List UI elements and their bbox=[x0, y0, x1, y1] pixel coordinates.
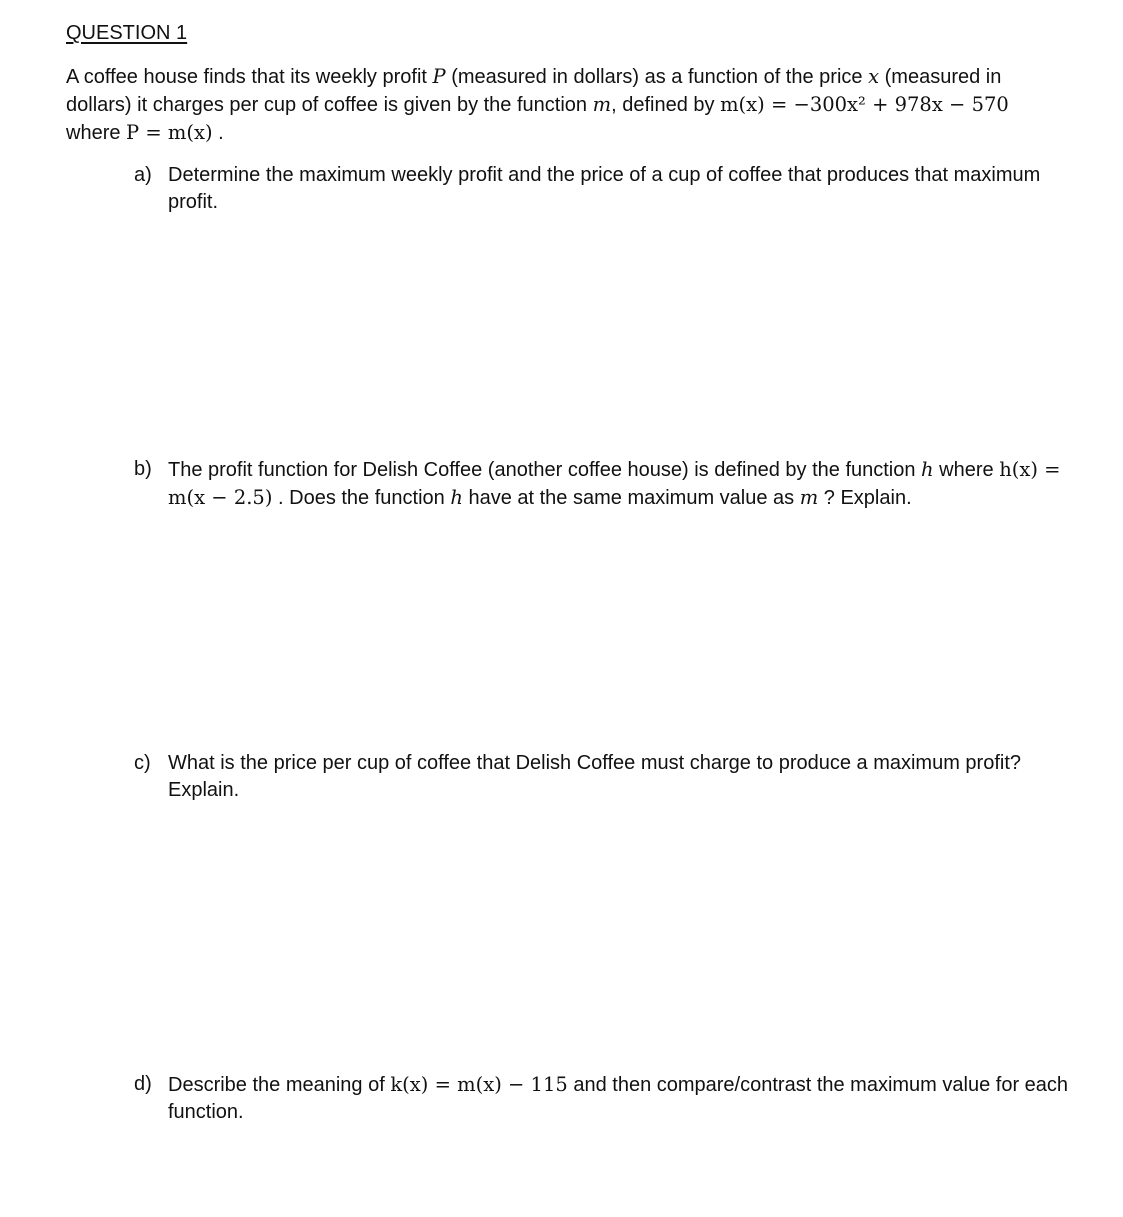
part-d-text-2: and then compare/contrast the maximum value for each function. bbox=[168, 1074, 1069, 1123]
part-b-text-1: The profit function for Delish Coffee (another coffee house) is defined by the function bbox=[168, 459, 922, 481]
profit-variable: P bbox=[432, 65, 446, 88]
intro-text-3: (measured in dollars) it charges per cup of coffee is given by the function bbox=[66, 66, 1002, 116]
part-d-text-1: Describe the meaning of bbox=[168, 1074, 391, 1096]
question-intro bbox=[66, 63, 1066, 147]
part-b-text bbox=[168, 456, 1084, 512]
part-d bbox=[134, 1071, 1084, 1126]
part-a-text: Determine the maximum weekly profit and the price of a cup of coffee that produces that maximum profit. bbox=[168, 164, 1041, 213]
part-d-formula: k(x) = m(x) − 115 bbox=[390, 1073, 568, 1096]
intro-text-2: (measured in dollars) as a function of the price bbox=[445, 66, 869, 88]
function-name-m-2: m bbox=[799, 486, 819, 509]
profit-formula: m(x) = −300x² + 978x − 570 bbox=[720, 93, 1009, 116]
profit-relation: P = m(x) bbox=[126, 121, 213, 144]
function-name-m: m bbox=[592, 93, 612, 116]
part-b-text-4: have at the same maximum value as bbox=[462, 487, 800, 509]
part-b-text-3: . Does the function bbox=[272, 487, 451, 509]
part-b-text-5: ? Explain. bbox=[818, 487, 912, 509]
question-title: QUESTION 1 bbox=[66, 22, 188, 44]
part-a bbox=[134, 162, 1084, 216]
part-b-label: b) bbox=[134, 458, 152, 480]
intro-text-6: . bbox=[212, 122, 224, 144]
part-d-label: d) bbox=[134, 1073, 152, 1095]
part-b-formula: h(x) = m(x − 2.5) bbox=[168, 458, 1061, 509]
price-variable: x bbox=[868, 65, 880, 88]
part-b bbox=[134, 456, 1084, 512]
intro-text-5: where bbox=[66, 122, 127, 144]
function-name-h: h bbox=[921, 458, 934, 481]
part-c bbox=[134, 750, 1084, 804]
part-a-label: a) bbox=[134, 164, 152, 186]
part-b-text-2: where bbox=[933, 459, 1000, 481]
part-d-text bbox=[168, 1071, 1084, 1126]
intro-text-1: A coffee house finds that its weekly profit bbox=[66, 66, 433, 88]
part-c-text: What is the price per cup of coffee that Delish Coffee must charge to produce a maximum profit? Explain. bbox=[168, 752, 1022, 801]
function-name-h-2: h bbox=[450, 486, 463, 509]
part-c-label: c) bbox=[134, 752, 151, 774]
intro-text-4: , defined by bbox=[611, 94, 721, 116]
